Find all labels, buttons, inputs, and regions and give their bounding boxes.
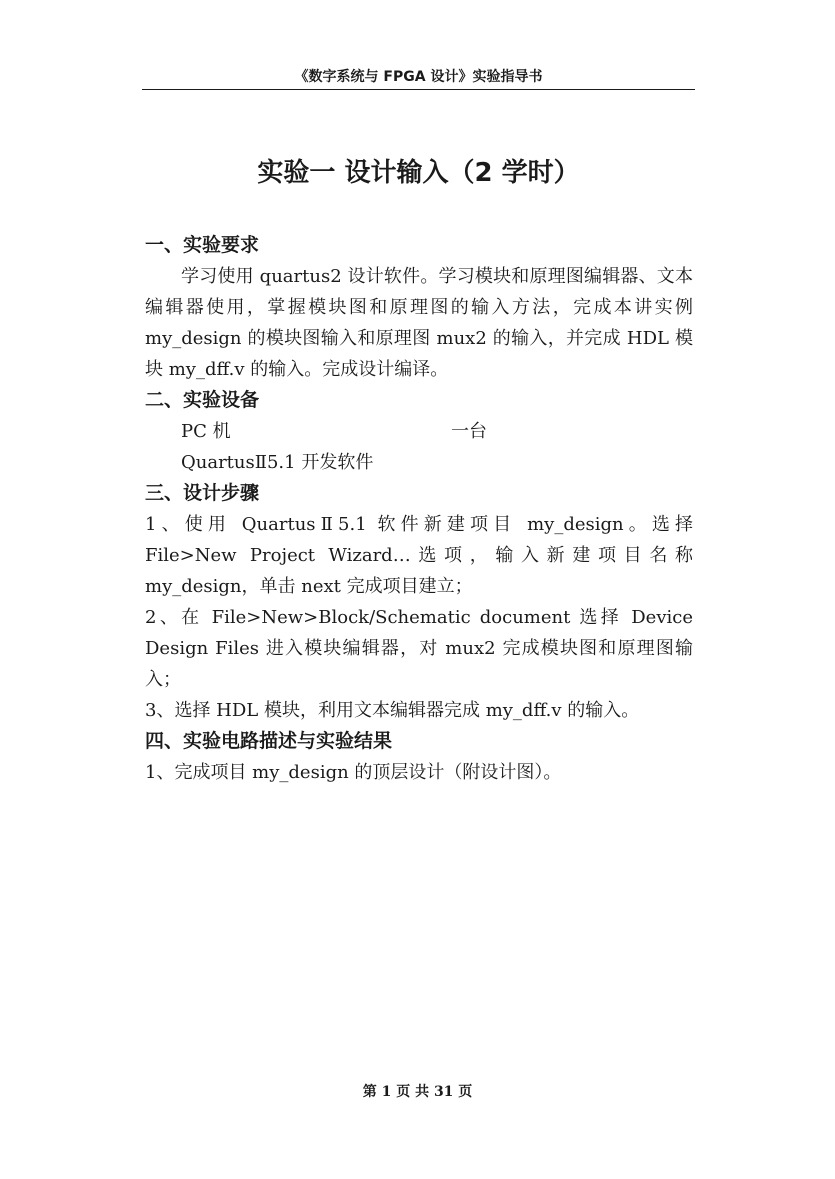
design-step: 3、选择 HDL 模块，利用文本编辑器完成 my_dff.v 的输入。 (145, 700, 640, 721)
page-footer: 第 1 页 共 31 页 (362, 1084, 473, 1100)
page-title: 实验一 设计输入（2 学时） (257, 158, 580, 188)
section-heading-results: 四、实验电路描述与实验结果 (145, 730, 393, 752)
section-heading-requirements: 一、实验要求 (145, 234, 260, 256)
equipment-row (145, 447, 693, 478)
document-body (145, 230, 693, 788)
equipment-quantity: 一台 (451, 421, 487, 442)
section-heading-equipment: 二、实验设备 (145, 389, 260, 411)
design-step: 2、在 File>New>Block/Schematic document 选择 Device Design Files 进入模块编辑器，对 mux2 完成模块图和原理图输入； (145, 607, 693, 690)
requirements-paragraph: 学习使用 quartus2 设计软件。学习模块和原理图编辑器、文本编辑器使用，掌握模块图和原理图的输入方法，完成本讲实例 my_design 的模块图输入和原理图 mux2 的输入，并完成 HDL 模块 my_dff.v 的输入。完成设计编译。 (145, 266, 693, 380)
section-heading-steps: 三、设计步骤 (145, 482, 260, 504)
equipment-name: QuartusⅡ5.1 开发软件 (181, 452, 374, 473)
header-rule (142, 89, 695, 90)
running-header: 《数字系统与 FPGA 设计》实验指导书 (294, 69, 543, 85)
equipment-row (145, 416, 693, 447)
result-step: 1、完成项目 my_design 的顶层设计（附设计图）。 (145, 762, 562, 783)
equipment-name: PC 机 (181, 421, 231, 442)
design-step: 1、使用 QuartusⅡ5.1 软件新建项目 my_design。选择 File>New Project Wizard…选项，输入新建项目名称 my_design，单击 next 完成项目建立； (145, 514, 693, 597)
